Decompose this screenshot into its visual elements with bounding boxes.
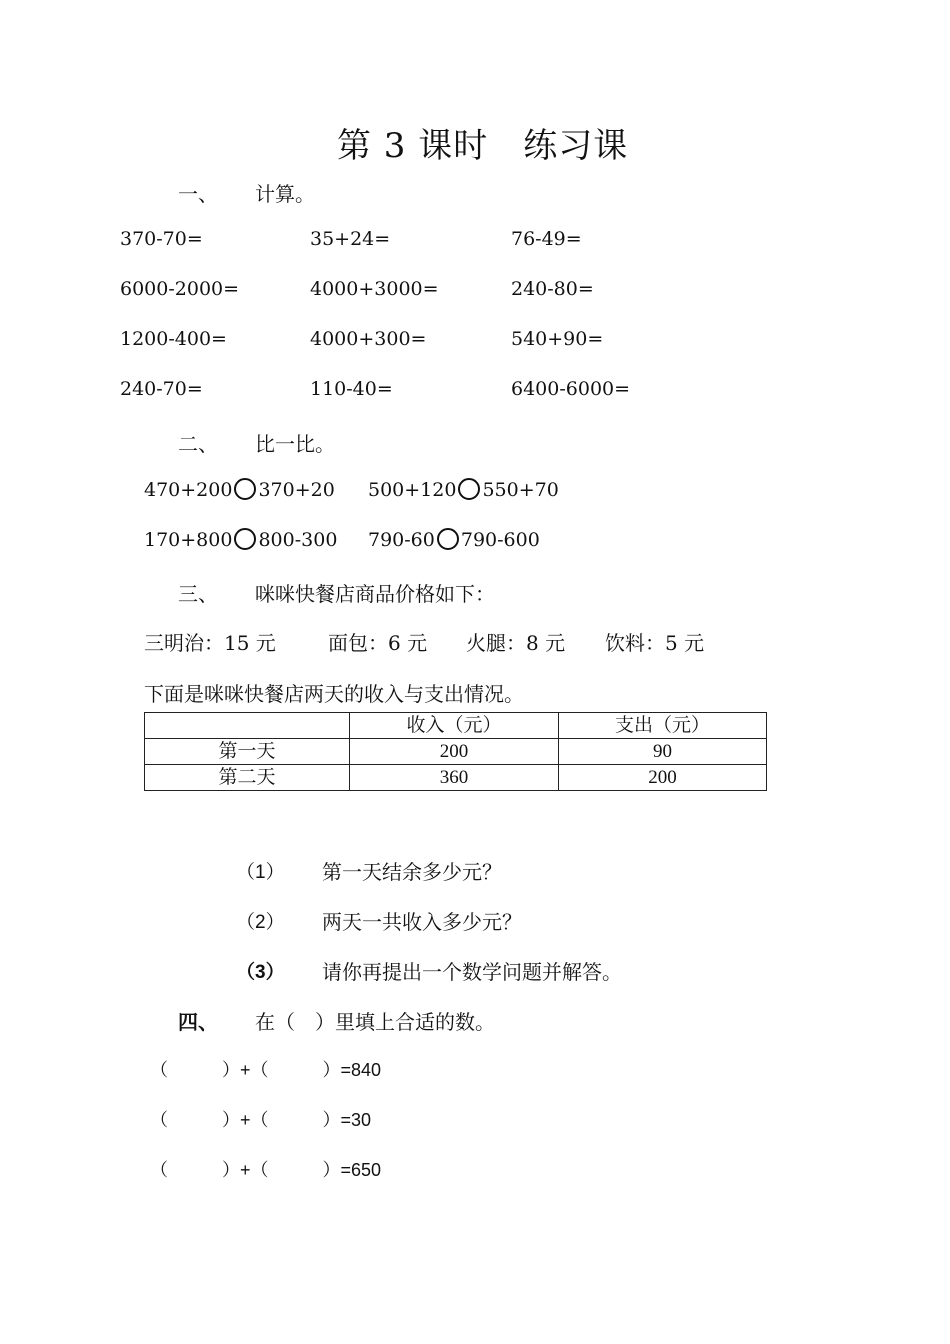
- calc-item: 240-70=: [120, 378, 203, 400]
- table-cell: 360: [350, 765, 559, 791]
- blank[interactable]: （ ）: [250, 1060, 341, 1080]
- compare-circle-icon[interactable]: [458, 478, 480, 500]
- section-4-number: 四、: [178, 1010, 218, 1034]
- calc-item: 240-80=: [511, 278, 594, 300]
- operator: +: [240, 1110, 251, 1130]
- table-cell: 第一天: [145, 739, 350, 765]
- section-1-number: 一、: [178, 182, 218, 206]
- table-intro: 下面是咪咪快餐店两天的收入与支出情况。: [144, 682, 524, 706]
- compare-item: [144, 528, 337, 551]
- operator: +: [240, 1060, 251, 1080]
- calc-item: 1200-400=: [120, 328, 227, 350]
- table-cell: 200: [559, 765, 767, 791]
- price-item: 三明治：15 元: [144, 631, 276, 655]
- fill-item: [150, 1106, 371, 1132]
- section-3-number: 三、: [178, 582, 218, 606]
- compare-left: 170+800: [144, 529, 233, 551]
- compare-left: 470+200: [144, 479, 233, 501]
- question-text: 第一天结余多少元？: [322, 860, 502, 884]
- calc-item: 370-70=: [120, 228, 203, 250]
- compare-item: [368, 528, 540, 551]
- table-row: [145, 765, 767, 791]
- table-cell: 90: [559, 739, 767, 765]
- compare-left: 500+120: [368, 479, 457, 501]
- calc-item: 110-40=: [310, 378, 393, 400]
- compare-circle-icon[interactable]: [234, 478, 256, 500]
- blank[interactable]: （ ）: [150, 1060, 240, 1080]
- table-header-cell: 支出（元）: [559, 713, 767, 739]
- table-cell: 200: [350, 739, 559, 765]
- question-text: 请你再提出一个数学问题并解答。: [322, 960, 622, 984]
- calc-item: 4000+3000=: [310, 278, 439, 300]
- compare-left: 790-60: [368, 529, 435, 551]
- blank[interactable]: （ ）: [250, 1160, 341, 1180]
- calc-item: 6400-6000=: [511, 378, 631, 400]
- blank[interactable]: （ ）: [150, 1110, 240, 1130]
- question-number: （1）: [236, 862, 285, 883]
- question-number: （2）: [236, 912, 285, 933]
- table-cell: 第二天: [145, 765, 350, 791]
- price-item: 火腿：8 元: [466, 631, 566, 655]
- section-2-heading: 比一比。: [255, 432, 335, 456]
- blank[interactable]: （ ）: [150, 1160, 240, 1180]
- compare-item: [368, 478, 559, 501]
- compare-right: 550+70: [482, 479, 559, 501]
- calc-item: 540+90=: [511, 328, 604, 350]
- operator: +: [240, 1160, 251, 1180]
- compare-item: [144, 478, 335, 501]
- compare-right: 800-300: [258, 529, 338, 551]
- calc-item: 35+24=: [310, 228, 391, 250]
- question-number: （3）: [236, 962, 285, 983]
- result: =650: [340, 1160, 382, 1180]
- question-text: 两天一共收入多少元？: [322, 910, 522, 934]
- fill-item: [150, 1156, 381, 1182]
- result: =30: [340, 1110, 372, 1130]
- compare-circle-icon[interactable]: [437, 528, 459, 550]
- section-1-heading: 计算。: [255, 182, 315, 206]
- compare-circle-icon[interactable]: [234, 528, 256, 550]
- fill-item: [150, 1056, 381, 1082]
- price-item: 饮料：5 元: [605, 631, 705, 655]
- blank[interactable]: （ ）: [250, 1110, 341, 1130]
- price-item: 面包：6 元: [328, 631, 428, 655]
- table-header-row: [145, 713, 767, 739]
- table-row: [145, 739, 767, 765]
- calc-item: 4000+300=: [310, 328, 427, 350]
- section-3-heading: 咪咪快餐店商品价格如下：: [255, 582, 495, 606]
- result: =840: [340, 1060, 382, 1080]
- income-expense-table: [144, 712, 767, 791]
- page-title: 第 3 课时 练习课: [337, 126, 629, 166]
- compare-right: 370+20: [258, 479, 335, 501]
- compare-right: 790-600: [460, 529, 540, 551]
- table-header-cell: [145, 713, 350, 739]
- calc-item: 6000-2000=: [120, 278, 240, 300]
- section-2-number: 二、: [178, 432, 218, 456]
- calc-item: 76-49=: [511, 228, 582, 250]
- table-header-cell: 收入（元）: [350, 713, 559, 739]
- section-4-heading: 在（ ）里填上合适的数。: [255, 1010, 495, 1034]
